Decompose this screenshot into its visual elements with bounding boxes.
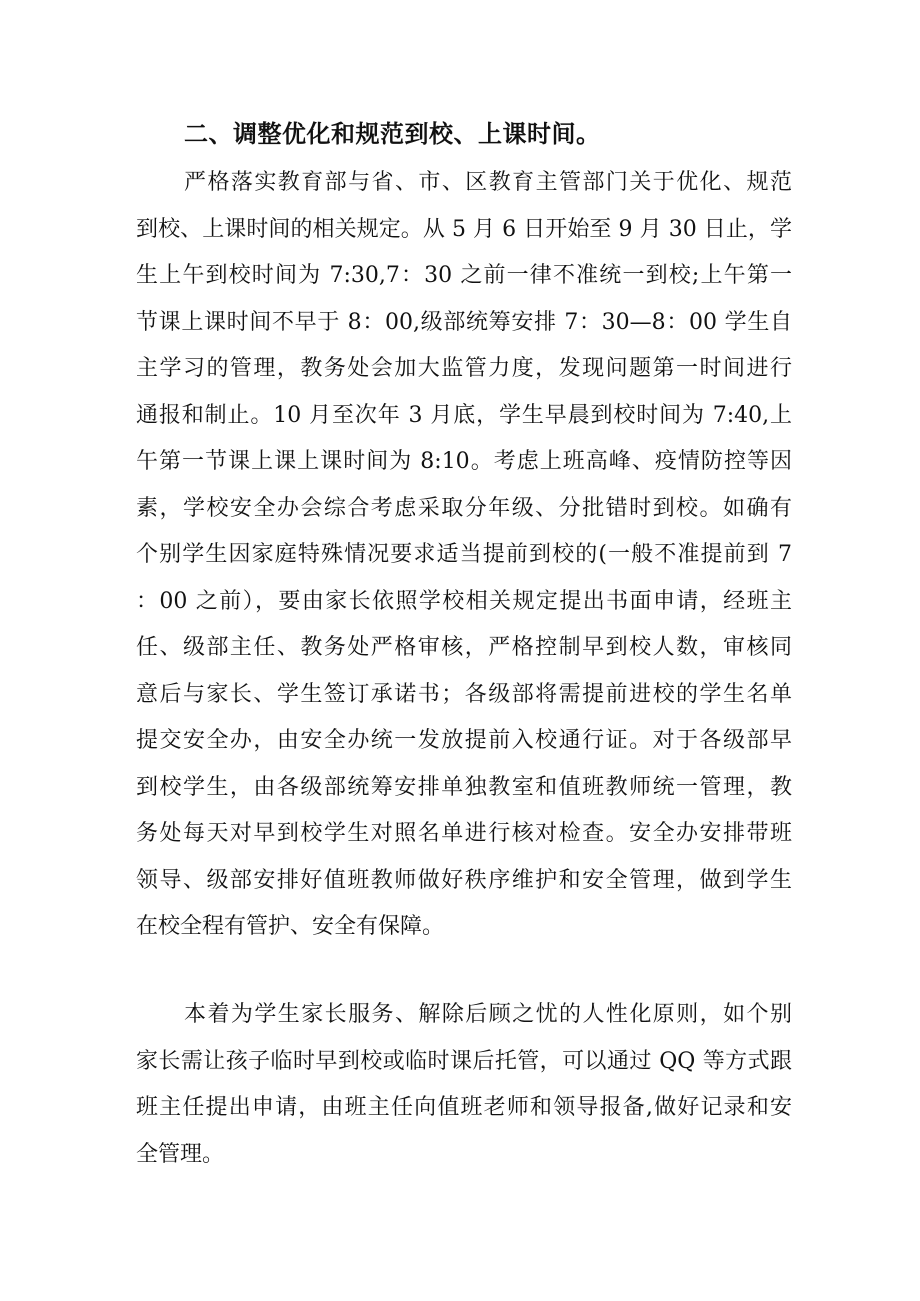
paragraph-line: 全管理。	[136, 1141, 225, 1167]
paragraph-line: 主学习的管理，教务处会加大监管力度，发现问题第一时间进行	[136, 356, 792, 381]
paragraph-line: 素，学校安全办会综合考虑采取分年级、分批错时到校。如确有	[136, 495, 792, 521]
paragraph-line: 任、级部主任、教务处严格审核，严格控制早到校人数，审核同	[136, 635, 792, 660]
paragraph-line: 在校全程有管护、安全有保障。	[136, 914, 445, 939]
paragraph-line: 个别学生因家庭特殊情况要求适当提前到校的(一般不准提前到 7	[136, 542, 792, 567]
paragraph-arrival-times	[136, 160, 792, 951]
paragraph-line: 班主任提出申请，由班主任向值班老师和领导报备,做好记录和安	[136, 1095, 792, 1120]
paragraph-line: 到校、上课时间的相关规定。从 5 月 6 日开始至 9 月 30 日止，学	[136, 216, 792, 242]
paragraph-line: 严格落实教育部与省、市、区教育主管部门关于优化、规范	[184, 170, 792, 195]
paragraph-line: 家长需让孩子临时早到校或临时课后托管，可以通过 QQ 等方式跟	[136, 1048, 792, 1074]
paragraph-line: 节课上课时间不早于 8：00,级部统筹安排 7：30—8：00 学生自	[136, 309, 792, 335]
section-heading: 二、调整优化和规范到校、上课时间。	[184, 120, 601, 148]
paragraph-temporary-care	[136, 992, 792, 1178]
paragraph-line: 到校学生，由各级部统筹安排单独教室和值班教师统一管理，教	[136, 774, 792, 800]
paragraph-line: 提交安全办，由安全办统一发放提前入校通行证。对于各级部早	[136, 728, 792, 753]
paragraph-line: 务处每天对早到校学生对照名单进行核对检查。安全办安排带班	[136, 821, 792, 846]
paragraph-line: 生上午到校时间为 7:30,7：30 之前一律不准统一到校;上午第一	[136, 263, 792, 288]
paragraph-line: ：00 之前），要由家长依照学校相关规定提出书面申请，经班主	[136, 588, 792, 614]
paragraph-line: 意后与家长、学生签订承诺书；各级部将需提前进校的学生名单	[136, 681, 792, 707]
paragraph-line: 午第一节课上课上课时间为 8:10。考虑上班高峰、疫情防控等因	[136, 449, 792, 474]
paragraph-line: 通报和制止。10 月至次年 3 月底，学生早晨到校时间为 7:40,上	[136, 402, 792, 428]
paragraph-line: 本着为学生家长服务、解除后顾之忧的人性化原则，如个别	[184, 1002, 792, 1027]
paragraph-line: 领导、级部安排好值班教师做好秩序维护和安全管理，做到学生	[136, 867, 792, 893]
